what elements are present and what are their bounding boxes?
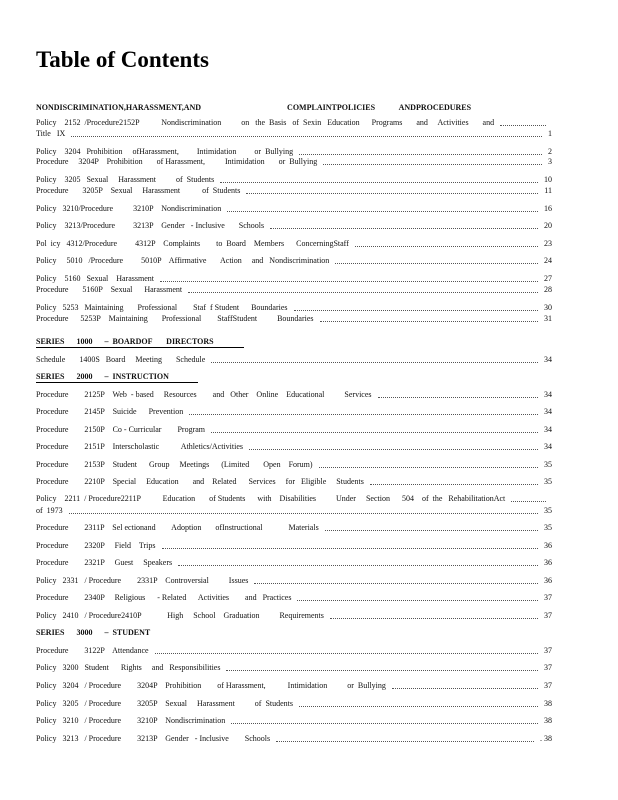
dot-leader bbox=[189, 414, 538, 415]
toc-page-number: 34 bbox=[544, 442, 552, 451]
toc-entry bbox=[36, 541, 552, 551]
toc-entry-label: of 1973 bbox=[36, 506, 63, 515]
toc-page-number: 2 bbox=[548, 147, 552, 156]
toc-page-number: 23 bbox=[544, 239, 552, 248]
toc-page-number: 11 bbox=[544, 186, 552, 195]
toc-entry bbox=[36, 494, 552, 504]
dot-leader bbox=[335, 263, 538, 264]
toc-entry bbox=[36, 460, 552, 470]
toc-entry bbox=[36, 204, 552, 214]
toc-page-number: 20 bbox=[544, 221, 552, 230]
toc-page-number: 24 bbox=[544, 256, 552, 265]
toc-entry-label: Procedure 5253P Maintaining Professional StaffStudent Boundaries bbox=[36, 314, 314, 323]
toc-entry-label: Procedure 2145P Suicide Prevention bbox=[36, 407, 184, 416]
dot-leader bbox=[246, 193, 538, 194]
toc-entry-label: Policy 2331 / Procedure 2331P Controversial Issues bbox=[36, 576, 249, 585]
dot-leader bbox=[231, 723, 538, 724]
toc-page-number: 34 bbox=[544, 425, 552, 434]
toc-entry bbox=[36, 314, 552, 324]
dot-leader bbox=[323, 164, 542, 165]
toc-page-number: 37 bbox=[544, 593, 552, 602]
toc-entry bbox=[36, 147, 552, 157]
toc-entry bbox=[36, 442, 552, 452]
toc-entry-label: SERIES 2000 – INSTRUCTION bbox=[36, 372, 169, 381]
toc-entry-label: Procedure 5160P Sexual Harassment bbox=[36, 285, 183, 294]
toc-entry-label: Procedure 2320P Field Trips bbox=[36, 541, 156, 550]
toc-page-number: 36 bbox=[544, 576, 552, 585]
toc-entry bbox=[36, 663, 552, 673]
toc-entry bbox=[36, 118, 552, 128]
toc-entry-label: Policy 5253 Maintaining Professional Staf f Student Boundaries bbox=[36, 303, 288, 312]
toc-page-number: 30 bbox=[544, 303, 552, 312]
dot-leader bbox=[162, 548, 539, 549]
dot-leader bbox=[69, 513, 538, 514]
heading-underline bbox=[36, 382, 198, 383]
toc-page-number: 35 bbox=[544, 477, 552, 486]
dot-leader bbox=[227, 211, 538, 212]
dot-leader bbox=[355, 246, 538, 247]
dot-leader bbox=[378, 397, 538, 398]
toc-page-number: 36 bbox=[544, 558, 552, 567]
toc-entry bbox=[36, 239, 552, 249]
toc-entry bbox=[36, 186, 552, 196]
toc-entry bbox=[36, 558, 552, 568]
toc-entry-label: Policy 2152 /Procedure2152P Nondiscrimination on the Basis of Sexin Education Programs and Activities and bbox=[36, 118, 495, 127]
toc-entry bbox=[36, 175, 552, 185]
toc-entry-label: Procedure 2125P Web - based Resources and Other Online Educational Services bbox=[36, 390, 372, 399]
dot-leader bbox=[297, 600, 538, 601]
toc-entry bbox=[36, 274, 552, 284]
toc-entry bbox=[36, 523, 552, 533]
toc-entry-label: Procedure 2210P Special Education and Related Services for Eligible Students bbox=[36, 477, 364, 486]
toc-page-number: 37 bbox=[544, 681, 552, 690]
dot-leader bbox=[211, 432, 538, 433]
toc-entry-label: Title IX bbox=[36, 129, 66, 138]
toc-entry-label: Procedure 3204P Prohibition of Harassment, Intimidation or Bullying bbox=[36, 157, 318, 166]
toc-page-number: 34 bbox=[544, 407, 552, 416]
toc-entry bbox=[36, 646, 552, 656]
dot-leader bbox=[226, 670, 538, 671]
toc-page-number: 10 bbox=[544, 175, 552, 184]
toc-entry-label: Pol icy 4312/Procedure 4312P Complaints to Board Members ConcerningStaff bbox=[36, 239, 349, 248]
heading-underline bbox=[36, 347, 244, 348]
toc-entry-label: Procedure 2150P Co - Curricular Program bbox=[36, 425, 206, 434]
dot-leader bbox=[188, 292, 538, 293]
dot-leader bbox=[160, 281, 538, 282]
toc-entry bbox=[36, 355, 552, 365]
dot-leader bbox=[294, 310, 538, 311]
toc-entry-label: Policy 5010 /Procedure 5010P Affirmative Action and Nondiscrimination bbox=[36, 256, 330, 265]
toc-page-number: 37 bbox=[544, 611, 552, 620]
toc-section-heading bbox=[36, 372, 552, 382]
dot-leader bbox=[155, 653, 538, 654]
dot-leader bbox=[71, 136, 542, 137]
page-title: Table of Contents bbox=[36, 47, 209, 72]
toc-entry-label: Procedure 2311P Sel ectionand Adoption ofInstructional Materials bbox=[36, 523, 319, 532]
toc-entry-label: Policy 3205 Sexual Harassment of Students bbox=[36, 175, 215, 184]
toc-entry-label: SERIES 1000 – BOARDOF DIRECTORS bbox=[36, 337, 214, 346]
toc-entry bbox=[36, 506, 552, 516]
toc-page-number: 38 bbox=[544, 716, 552, 725]
toc-entry bbox=[36, 285, 552, 295]
toc-entry-label: Procedure 3205P Sexual Harassment of Students bbox=[36, 186, 241, 195]
toc-entry bbox=[36, 681, 552, 691]
dot-leader bbox=[500, 125, 546, 126]
toc-page-number: 35 bbox=[544, 523, 552, 532]
toc-section-heading bbox=[36, 628, 552, 638]
toc-entry-label: Policy 3204 Prohibition ofHarassment, Intimidation or Bullying bbox=[36, 147, 294, 156]
dot-leader bbox=[320, 321, 538, 322]
toc-page-number: 37 bbox=[544, 646, 552, 655]
toc-entry bbox=[36, 390, 552, 400]
toc-page-number: 34 bbox=[544, 355, 552, 364]
toc-page-number: 38 bbox=[544, 699, 552, 708]
toc-entry bbox=[36, 129, 552, 139]
toc-entry bbox=[36, 425, 552, 435]
dot-leader bbox=[299, 154, 542, 155]
toc-entry-label: Procedure 2340P Religious - Related Activities and Practices bbox=[36, 593, 292, 602]
toc-entry-label: SERIES 3000 – STUDENT bbox=[36, 628, 151, 637]
dot-leader bbox=[270, 228, 538, 229]
toc-entry bbox=[36, 734, 552, 744]
toc-entry bbox=[36, 611, 552, 621]
toc-entry-label: Policy 3210/Procedure 3210P Nondiscrimination bbox=[36, 204, 222, 213]
toc-entry-label: Procedure 3122P Attendance bbox=[36, 646, 149, 655]
toc-entry bbox=[36, 576, 552, 586]
toc-entry-label: Schedule 1400S Board Meeting Schedule bbox=[36, 355, 206, 364]
toc-entry bbox=[36, 477, 552, 487]
toc-page-number: 28 bbox=[544, 285, 552, 294]
dot-leader bbox=[392, 688, 538, 689]
dot-leader bbox=[325, 530, 538, 531]
dot-leader bbox=[249, 449, 538, 450]
toc-entry-label: Policy 2410 / Procedure2410P High School Graduation Requirements bbox=[36, 611, 324, 620]
toc-section-heading bbox=[36, 103, 552, 113]
toc-entry-label: Procedure 2151P Interscholastic Athletics/Activities bbox=[36, 442, 243, 451]
toc-entry-label: Procedure 2321P Guest Speakers bbox=[36, 558, 173, 567]
toc-page-number: . 38 bbox=[540, 734, 552, 743]
toc-page-number: 16 bbox=[544, 204, 552, 213]
dot-leader bbox=[220, 182, 538, 183]
toc-entry-label: Policy 3204 / Procedure 3204P Prohibition of Harassment, Intimidation or Bullying bbox=[36, 681, 386, 690]
toc-entry-label: Policy 3213/Procedure 3213P Gender - Inclusive Schools bbox=[36, 221, 265, 230]
toc-entry-label: Policy 5160 Sexual Harassment bbox=[36, 274, 154, 283]
toc-page-number: 37 bbox=[544, 663, 552, 672]
toc-entry bbox=[36, 157, 552, 167]
toc-section-heading bbox=[36, 337, 552, 347]
toc-entry bbox=[36, 716, 552, 726]
toc-entry bbox=[36, 221, 552, 231]
dot-leader bbox=[211, 362, 538, 363]
dot-leader bbox=[178, 565, 538, 566]
toc-entry-label: Policy 3210 / Procedure 3210P Nondiscrimination bbox=[36, 716, 226, 725]
toc-page-number: 1 bbox=[548, 129, 552, 138]
toc-page-number: 3 bbox=[548, 157, 552, 166]
dot-leader bbox=[299, 706, 538, 707]
toc-page-number: 31 bbox=[544, 314, 552, 323]
toc-page-number: 34 bbox=[544, 390, 552, 399]
toc-entry-label: Policy 3200 Student Rights and Responsibilities bbox=[36, 663, 221, 672]
dot-leader bbox=[370, 484, 538, 485]
toc-page-number: 35 bbox=[544, 506, 552, 515]
dot-leader bbox=[330, 618, 538, 619]
toc-entry bbox=[36, 256, 552, 266]
dot-leader bbox=[254, 583, 538, 584]
toc-entry-label: Policy 3205 / Procedure 3205P Sexual Harassment of Students bbox=[36, 699, 294, 708]
dot-leader bbox=[276, 741, 534, 742]
toc-entry bbox=[36, 407, 552, 417]
toc-entry-label: Policy 3213 / Procedure 3213P Gender - Inclusive Schools bbox=[36, 734, 271, 743]
toc-entry bbox=[36, 303, 552, 313]
toc-page-number: 35 bbox=[544, 460, 552, 469]
toc-entry bbox=[36, 699, 552, 709]
dot-leader bbox=[319, 467, 538, 468]
toc-entry-label: Procedure 2153P Student Group Meetings (Limited Open Forum) bbox=[36, 460, 313, 469]
toc-page-number: 36 bbox=[544, 541, 552, 550]
toc-page-number: 27 bbox=[544, 274, 552, 283]
dot-leader bbox=[511, 501, 546, 502]
toc-entry-label: Policy 2211 / Procedure2211P Education of Students with Disabilities Under Section 504 of the RehabilitationAct bbox=[36, 494, 506, 503]
toc-entry-label: NONDISCRIMINATION,HARASSMENT,AND COMPLAINTPOLICIES ANDPROCEDURES bbox=[36, 103, 472, 112]
toc-entry bbox=[36, 593, 552, 603]
